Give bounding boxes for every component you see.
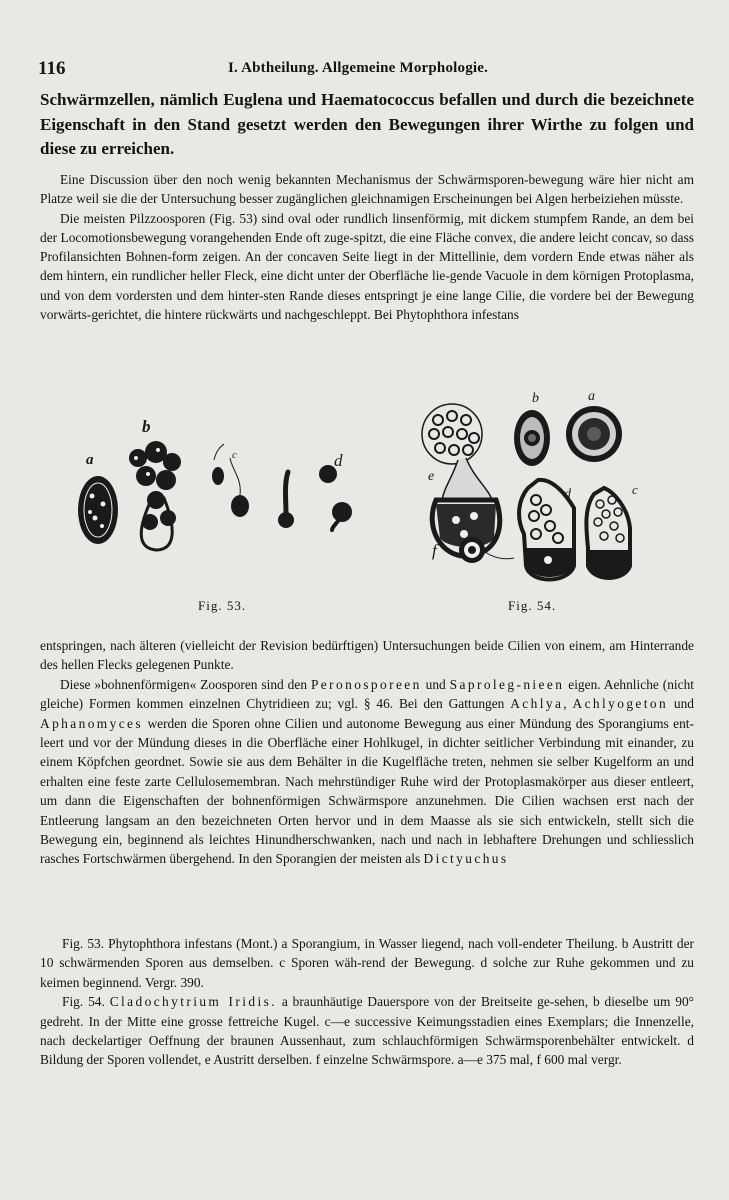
taxon-dictyuchus: Dictyuchus xyxy=(423,851,509,867)
paragraph-bean-zoospores xyxy=(40,675,694,869)
figure-53-illustration xyxy=(72,418,372,608)
caption-fig54-label: Fig. 54. xyxy=(62,994,105,1010)
fig54-label-d: d xyxy=(564,487,571,502)
fig53-sporangium-b xyxy=(129,441,181,550)
fig54-sporangium-c xyxy=(586,488,630,578)
taxon-peronosporeen: Peronosporeen xyxy=(310,676,422,692)
text-run: Diese »bohnenförmigen« Zoosporen sind den xyxy=(60,676,311,692)
caption-fig54-text: a braunhäutige Dauerspore von der Breitseite ge-sehen, b dieselbe um 90° gedreht. In der Mitte eine grosse fettreiche Kugel. c—e successive Keimungsstadien eines Exemplars; die Innenzelle, nach deckelartiger Oeffnung der braunen Aussenhaut, zum schlauchförmigen Schwärmsporenbehälter entwickelt. d Bildung der Sporen vollendet, e Austritt derselben. f einzelne Schwärmspore. a—e 375 mal, f 600 mal vergr. xyxy=(40,994,695,1068)
fig53-label-d: d xyxy=(334,451,343,470)
page-number: 116 xyxy=(38,58,66,79)
fig53-spores-d xyxy=(278,465,352,530)
running-title: I. Abtheilung. Allgemeine Morphologie. xyxy=(228,60,489,76)
caption-fig54 xyxy=(40,992,694,1070)
paragraph-zoospores: Die meisten Pilzzoosporen (Fig. 53) sind oval oder rundlich linsenförmig, mit dickem stumpfem Rande, an dem bei der Locomotionsbewegung vorangehenden Ende oft zuge-spitzt, die eine Fläche convex, die andere leicht concav, so dass Profilansichten Bohnen-form zeigen. An der concaven Seite liegt in der Mittellinie, dem vordern Ende etwas näher als dem hintern, ein rundlicher heller Fleck, eine dicht unter der Oberfläche lie-gende Vacuole in dem körnigen Protoplasma, und von dem vordersten und dem hinter-sten Rande dieses entspringt je eine lange Cilie, die vordere bei der Bewegung vorwärts-gerichtet, die hintere rückwärts und nachgeschleppt. Bei Phytophthora infestans xyxy=(40,210,694,323)
fig54-label: Fig. 54. xyxy=(508,598,557,613)
figure-captions xyxy=(40,934,694,1070)
fig54-label-e: e xyxy=(428,469,435,484)
text-run: , xyxy=(563,696,573,712)
fig54-label-a: a xyxy=(588,389,595,404)
text-run: und xyxy=(421,676,450,692)
fig54-spore-a xyxy=(566,406,622,462)
lead-paragraph-text: Schwärmzellen, nämlich Euglena und Haematococcus befallen und durch die bezeichnete Eigenschaft in den Stand gesetzt werden den Bewegungen ihrer Wirthe zu folgen und diese zu erreichen. xyxy=(40,90,694,158)
text-run: werden die Sporen ohne Cilien und autonome Bewegung aus einer Mündung des Sporangiums ent-leert und vor der Mündung dieses in die Oberfläche einer Hohlkugel, in dichter seitlicher Verbindung mit einander, zu einem Köpfchen geordnet. Sowie sie aus dem Behälter in die Kugelfläche treten, nehmen sie selber Kugelform an und erhalten eine feste zarte Cellulosemembran. Nach mehrstündiger Ruhe wird der Protoplasmakörper aus dieser entleert, um dann die Eigenschaften der bohnenförmigen Schwärmspore anzunehmen. Die Cilien wachsen erst nach der Entleerung langsam an den bezeichneten Orten hervor und in dem Maasse als sie sich entwickeln, stellt sich die Bewegung ein, beginnend als leichtes Hinundherschwanken, nach und nach in lebhaftere Drehungen und schliesslich rasches Fortschwärmen übergehend. In den Sporangien der meisten als xyxy=(40,715,694,867)
paragraph-cilia-origin: entspringen, nach älteren (vielleicht der Revision bedürftigen) Untersuchungen beide Cilien von einem, am Hinterrande des hellen Flecks gelegenen Punkte. xyxy=(40,638,694,673)
page-header xyxy=(38,58,688,84)
body-text-bottom xyxy=(40,636,694,869)
paragraph-discussion: Eine Discussion über den noch wenig bekannten Mechanismus der Schwärmsporen-bewegung wäre hier nicht am Platze weil sie die der Untersuchung besser zugänglichen gleichnamigen Erscheinungen bei Algen herbeiziehen müsste. xyxy=(40,172,694,207)
taxon-achlyogeton: Achlyogeton xyxy=(572,696,669,712)
caption-fig53: Fig. 53. Phytophthora infestans (Mont.) a Sporangium, in Wasser liegend, nach voll-endeter Theilung. b Austritt der 10 schwärmenden Sporen aus demselben. c Sporen wäh-rend der Bewegung. d solche zur Ruhe gekommen und zu keimen beginnend. Vergr. 390. xyxy=(40,936,694,990)
fig53-label: Fig. 53. xyxy=(198,598,247,613)
taxon-aphanomyces: Aphanomyces xyxy=(40,715,144,731)
fig54-label-c: c xyxy=(632,482,638,497)
fig54-spore-b xyxy=(514,410,550,466)
text-run: eigen. Aehnliche (nicht gleiche) Formen kommen einzelnen Chytridieen zu; vgl. § 46. Bei den Gattungen xyxy=(40,676,694,712)
caption-fig54-species: Cladochytrium Iridis. xyxy=(109,994,277,1010)
taxon-achlya: Achlya xyxy=(510,696,564,712)
text-run: und xyxy=(668,696,695,712)
taxon-saprolegnieen: Saproleg-nieen xyxy=(449,676,565,692)
lead-paragraph xyxy=(40,88,694,162)
fig53-label-a: a xyxy=(86,452,94,468)
fig53-label-c: c xyxy=(232,449,237,461)
body-text-top xyxy=(40,170,694,324)
fig53-spores-c xyxy=(212,444,249,517)
fig54-label-f: f xyxy=(432,541,437,560)
figure-54-illustration xyxy=(418,388,648,613)
fig53-label-b: b xyxy=(142,418,151,436)
fig53-sporangium-a xyxy=(78,476,118,544)
fig54-label-b: b xyxy=(532,391,539,406)
